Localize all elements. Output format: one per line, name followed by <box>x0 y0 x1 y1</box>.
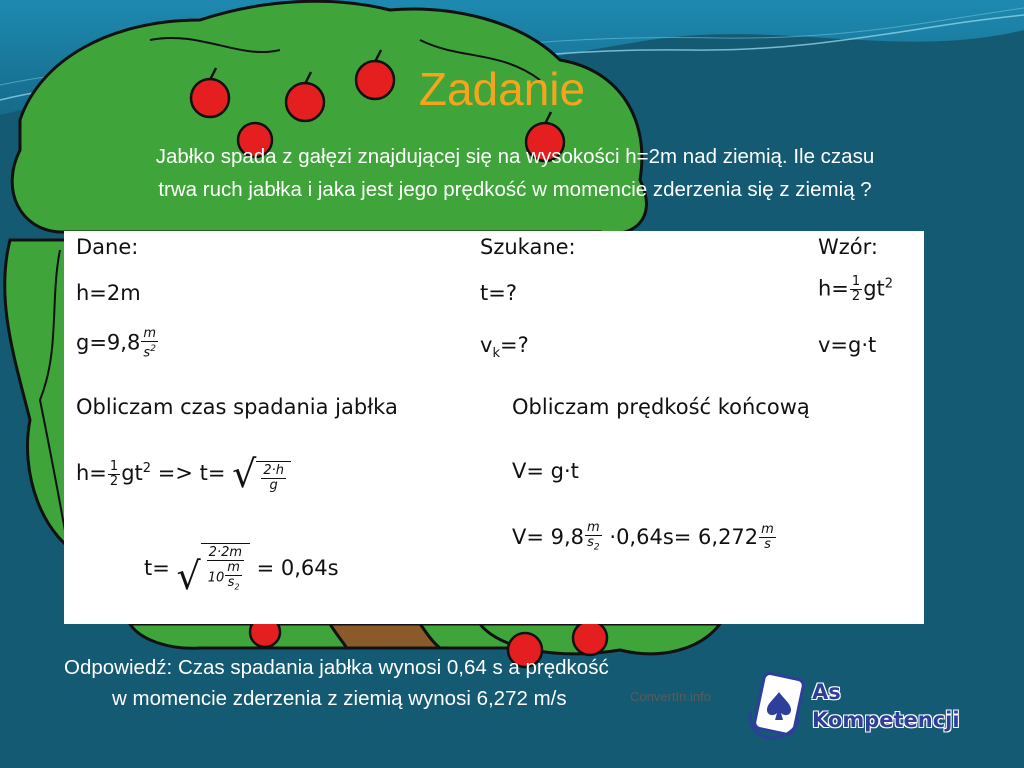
solution-panel <box>64 231 924 624</box>
speed-formula: V= g·t <box>512 459 579 483</box>
time-section-header: Obliczam czas spadania jabłka <box>76 395 398 419</box>
spade-card-icon <box>745 672 809 742</box>
time-formula-derivation: h= $\frac{1}{2}$ $gt^2 => t=$ √ $\frac{2\cdot h}{g}$ <box>76 455 291 493</box>
logo-wordmark <box>812 678 960 734</box>
logo-line-2: Kompetencji <box>812 708 960 732</box>
szukane-header: Szukane: <box>480 235 576 259</box>
answer-line-2: w momencie zderzenia z ziemią wynosi 6,272 m/s <box>112 687 567 710</box>
speed-section-header: Obliczam prędkość końcową <box>512 395 810 419</box>
unknown-final-speed: $v_k=$? <box>480 333 529 362</box>
logo-line-1: As <box>812 680 841 704</box>
task-line-1: Jabłko spada z gałęzi znajdującej się na wysokości h=2m nad ziemią. Ile czasu <box>155 145 875 168</box>
answer-line-1: Odpowiedź: Czas spadania jabłka wynosi 0,64 s a prędkość <box>64 656 609 679</box>
time-calculation: t= √ 2·2m 10 $\frac{m}{s_2}$ = 0,64s <box>144 545 339 598</box>
task-description <box>60 140 970 206</box>
dane-header: Dane: <box>76 235 139 259</box>
formula-height: h= $\frac{1}{2}$ $gt^2$ <box>818 274 894 304</box>
slide-title: Zadanie <box>418 63 586 115</box>
task-line-2: trwa ruch jabłka i jaka jest jego prędkość w momencie zderzenia się z ziemią ? <box>158 178 872 201</box>
answer-text <box>64 652 764 714</box>
given-height: h=2m <box>76 281 141 305</box>
unknown-time: t=? <box>480 281 517 305</box>
formula-speed: v=g·t <box>818 333 877 357</box>
watermark: ConvertIn.info <box>630 689 711 704</box>
given-gravity: g=9,8 $\frac{m}{s^2}$ <box>76 326 156 361</box>
speed-calculation: V= 9,8 $\frac{m}{s_2}$ ·0,64s= 6,272 $\frac{m}{s}$ <box>512 520 774 553</box>
wzor-header: Wzór: <box>818 235 878 259</box>
